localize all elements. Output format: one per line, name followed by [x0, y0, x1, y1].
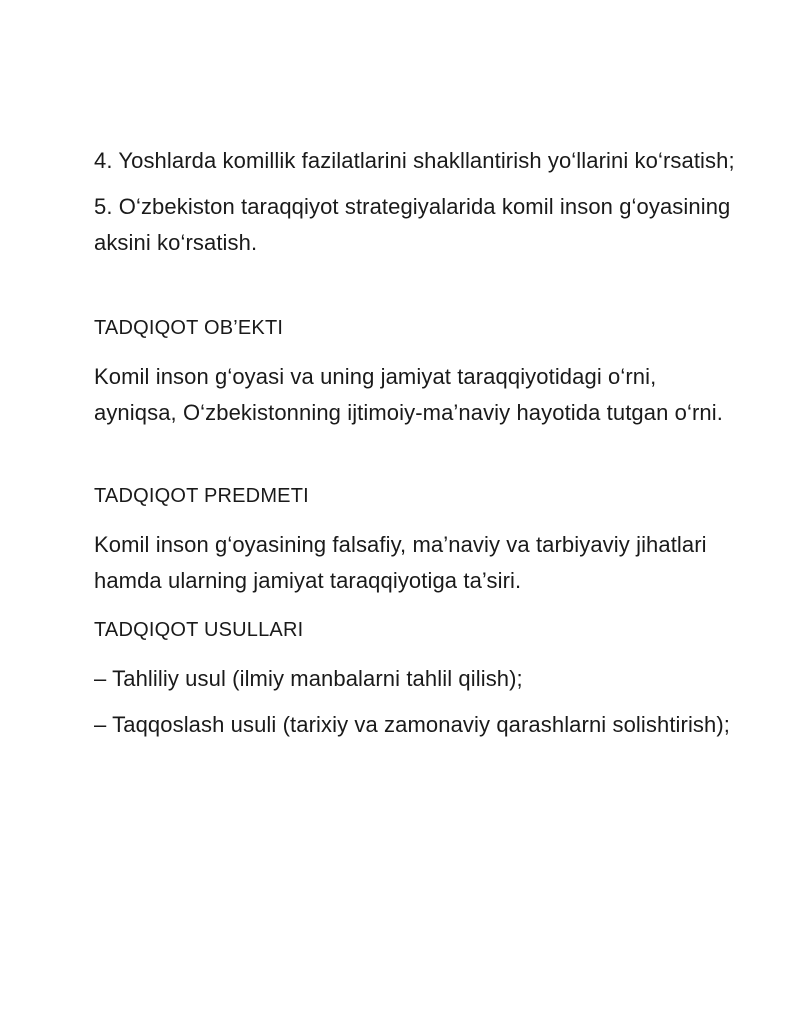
spacer: [94, 261, 744, 313]
task-item-5: 5. O‘zbekiston taraqqiyot strategiyalarida komil inson g‘oyasining aksini ko‘rsatish.: [94, 194, 731, 255]
document-body: [94, 143, 744, 743]
spacer: [94, 431, 744, 481]
spacer: [94, 511, 744, 527]
object-heading: TADQIQOT OB’EKTI: [94, 317, 284, 339]
method-item: – Tahliliy usul (ilmiy manbalarni tahlil qilish);: [94, 666, 523, 691]
method-item: – Taqqoslash usuli (tarixiy va zamonaviy qarashlarni solishtirish);: [94, 712, 731, 737]
spacer: [94, 645, 744, 661]
spacer: [94, 697, 744, 707]
spacer: [94, 599, 744, 615]
subject-text: Komil inson g‘oyasining falsafiy, ma’naviy va tarbiyaviy jihatlari hamda ularning jamiyat taraqqiyotiga ta’siri.: [94, 532, 707, 593]
task-item-4: 4. Yoshlarda komillik fazilatlarini shakllantirish yo‘llarini ko‘rsatish;: [94, 148, 735, 173]
methods-heading: TADQIQOT USULLARI: [94, 619, 304, 641]
object-text: Komil inson g‘oyasi va uning jamiyat taraqqiyotidagi o‘rni, ayniqsa, O‘zbekistonning ijtimoiy-ma’naviy hayotida tutgan o‘rni.: [94, 364, 723, 425]
spacer: [94, 179, 744, 189]
subject-heading: TADQIQOT PREDMETI: [94, 485, 309, 507]
spacer: [94, 343, 744, 359]
